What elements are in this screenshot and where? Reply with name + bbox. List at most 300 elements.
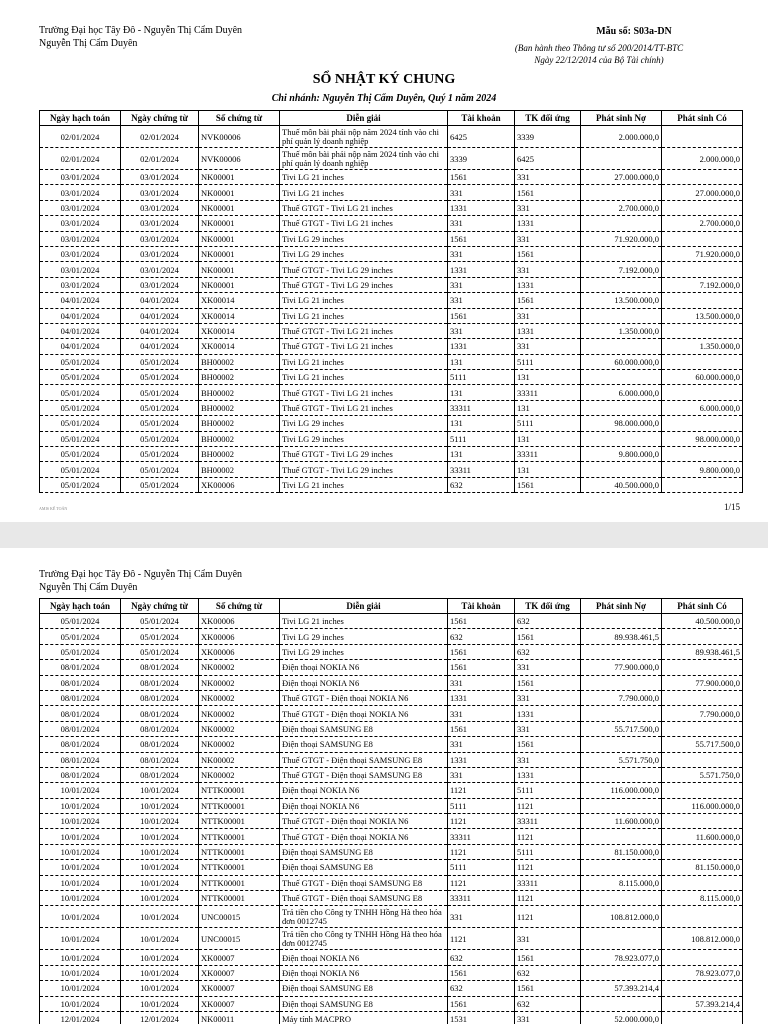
col-doc-no: NTTK00001 — [199, 783, 280, 798]
col-posting-date: 08/01/2024 — [40, 721, 121, 736]
col-posting-date-header: Ngày hạch toán — [40, 111, 121, 126]
col-doc-no: BH00002 — [199, 370, 280, 385]
col-doc-no: NK00002 — [199, 675, 280, 690]
col-account: 1561 — [448, 231, 515, 246]
table-row — [40, 354, 743, 369]
col-account: 3339 — [448, 148, 515, 170]
col-doc-date: 10/01/2024 — [121, 798, 199, 813]
col-debit: 40.500.000,0 — [581, 477, 662, 492]
col-posting-date: 03/01/2024 — [40, 185, 121, 200]
person-name: Nguyễn Thị Cẩm Duyên — [39, 38, 138, 49]
col-posting-date: 03/01/2024 — [40, 216, 121, 231]
col-doc-date: 03/01/2024 — [121, 277, 199, 292]
table-row — [40, 798, 743, 813]
col-description: Thuế GTGT - Điện thoại NOKIA N6 — [280, 814, 448, 829]
col-doc-no: NK00002 — [199, 752, 280, 767]
col-doc-no: NK00001 — [199, 200, 280, 215]
col-posting-date: 10/01/2024 — [40, 928, 121, 950]
col-credit: 71.920.000,0 — [662, 246, 743, 261]
table-header-row — [40, 599, 743, 614]
table-row — [40, 767, 743, 782]
col-doc-no: BH00002 — [199, 354, 280, 369]
col-debit: 6.000.000,0 — [581, 385, 662, 400]
col-posting-date: 05/01/2024 — [40, 644, 121, 659]
table-row — [40, 783, 743, 798]
col-contra-account: 131 — [515, 431, 581, 446]
col-posting-date: 05/01/2024 — [40, 370, 121, 385]
col-posting-date: 10/01/2024 — [40, 844, 121, 859]
col-posting-date: 05/01/2024 — [40, 477, 121, 492]
table-row — [40, 148, 743, 170]
col-posting-date: 05/01/2024 — [40, 462, 121, 477]
table-row — [40, 752, 743, 767]
col-doc-date: 03/01/2024 — [121, 262, 199, 277]
col-contra-account: 331 — [515, 308, 581, 323]
col-credit: 9.800.000,0 — [662, 462, 743, 477]
col-debit: 98.000.000,0 — [581, 416, 662, 431]
report-page-2 — [0, 548, 768, 1024]
col-doc-date: 05/01/2024 — [121, 629, 199, 644]
col-debit — [581, 706, 662, 721]
col-credit — [662, 690, 743, 705]
col-account: 1121 — [448, 875, 515, 890]
col-debit — [581, 965, 662, 980]
col-description: Điện thoại SAMSUNG E8 — [280, 996, 448, 1011]
col-account: 331 — [448, 246, 515, 261]
col-credit: 57.393.214,4 — [662, 996, 743, 1011]
table-row — [40, 370, 743, 385]
col-credit — [662, 200, 743, 215]
table-row — [40, 277, 743, 292]
col-posting-date: 03/01/2024 — [40, 262, 121, 277]
col-posting-date: 08/01/2024 — [40, 690, 121, 705]
table-row — [40, 996, 743, 1011]
table-row — [40, 216, 743, 231]
col-doc-no: NK00002 — [199, 690, 280, 705]
col-credit — [662, 721, 743, 736]
col-doc-date: 02/01/2024 — [121, 126, 199, 148]
col-description: Thuế GTGT - Tivi LG 21 inches — [280, 323, 448, 338]
col-credit — [662, 752, 743, 767]
col-posting-date: 03/01/2024 — [40, 170, 121, 185]
col-account: 5111 — [448, 370, 515, 385]
col-contra-account: 1331 — [515, 277, 581, 292]
col-doc-no: NTTK00001 — [199, 814, 280, 829]
col-credit — [662, 416, 743, 431]
col-contra-account: 131 — [515, 370, 581, 385]
col-contra-account: 1121 — [515, 829, 581, 844]
col-posting-date: 05/01/2024 — [40, 629, 121, 644]
col-account: 331 — [448, 185, 515, 200]
col-doc-date: 03/01/2024 — [121, 200, 199, 215]
col-doc-date: 10/01/2024 — [121, 891, 199, 906]
col-account: 5111 — [448, 798, 515, 813]
col-posting-date: 05/01/2024 — [40, 400, 121, 415]
col-posting-date: 03/01/2024 — [40, 231, 121, 246]
col-account: 5111 — [448, 431, 515, 446]
col-debit — [581, 400, 662, 415]
col-contra-account: 6425 — [515, 148, 581, 170]
table-row — [40, 185, 743, 200]
col-contra-account: 1121 — [515, 906, 581, 928]
col-doc-no: XK00006 — [199, 629, 280, 644]
col-posting-date: 05/01/2024 — [40, 354, 121, 369]
col-account: 33311 — [448, 829, 515, 844]
col-account-header: Tài khoản — [448, 111, 515, 126]
col-debit — [581, 370, 662, 385]
col-doc-date: 08/01/2024 — [121, 752, 199, 767]
col-contra-account: 5111 — [515, 844, 581, 859]
issued-date: Ngày 22/12/2014 của Bộ Tài chính) — [534, 55, 664, 65]
col-account: 632 — [448, 950, 515, 965]
col-posting-date: 12/01/2024 — [40, 1011, 121, 1024]
table-row — [40, 875, 743, 890]
table-row — [40, 860, 743, 875]
col-posting-date: 04/01/2024 — [40, 293, 121, 308]
company-name: Trường Đại học Tây Đô - Nguyễn Thị Cẩm Duyên — [39, 569, 243, 580]
table-row — [40, 170, 743, 185]
col-account: 331 — [448, 906, 515, 928]
table-row — [40, 126, 743, 148]
col-contra-account: 3339 — [515, 126, 581, 148]
table-row — [40, 400, 743, 415]
col-doc-date: 08/01/2024 — [121, 660, 199, 675]
col-account: 1121 — [448, 844, 515, 859]
col-credit — [662, 262, 743, 277]
table-row — [40, 614, 743, 629]
col-description: Tivi LG 29 inches — [280, 629, 448, 644]
col-description: Thuế GTGT - Tivi LG 29 inches — [280, 447, 448, 462]
col-description: Thuế GTGT - Điện thoại SAMSUNG E8 — [280, 752, 448, 767]
col-posting-date: 10/01/2024 — [40, 906, 121, 928]
col-posting-date: 10/01/2024 — [40, 891, 121, 906]
col-posting-date: 03/01/2024 — [40, 277, 121, 292]
col-contra-account: 1561 — [515, 675, 581, 690]
table-row — [40, 721, 743, 736]
col-debit: 2.000.000,0 — [581, 126, 662, 148]
table-row — [40, 928, 743, 950]
col-doc-no: BH00002 — [199, 385, 280, 400]
col-contra-account: 331 — [515, 721, 581, 736]
col-contra-account: 1561 — [515, 477, 581, 492]
col-doc-date: 10/01/2024 — [121, 928, 199, 950]
col-credit: 77.900.000,0 — [662, 675, 743, 690]
col-contra-account: 331 — [515, 690, 581, 705]
col-doc-no: NK00001 — [199, 262, 280, 277]
col-doc-no: NK00001 — [199, 216, 280, 231]
col-doc-date: 05/01/2024 — [121, 614, 199, 629]
col-account: 331 — [448, 293, 515, 308]
col-account: 5111 — [448, 860, 515, 875]
table-row — [40, 231, 743, 246]
col-debit: 81.150.000,0 — [581, 844, 662, 859]
col-doc-no: NK00002 — [199, 660, 280, 675]
col-credit: 6.000.000,0 — [662, 400, 743, 415]
col-credit — [662, 629, 743, 644]
col-doc-date: 03/01/2024 — [121, 216, 199, 231]
col-doc-no: NK00011 — [199, 1011, 280, 1024]
col-description: Thuế GTGT - Tivi LG 21 inches — [280, 339, 448, 354]
col-credit: 108.812.000,0 — [662, 928, 743, 950]
col-debit: 55.717.500,0 — [581, 721, 662, 736]
col-contra-account: 331 — [515, 170, 581, 185]
col-posting-date: 10/01/2024 — [40, 860, 121, 875]
col-doc-no: XK00007 — [199, 965, 280, 980]
col-account: 1531 — [448, 1011, 515, 1024]
watermark: AMIS KẾ TOÁN — [39, 506, 68, 511]
col-doc-date-header: Ngày chứng từ — [121, 111, 199, 126]
col-debit — [581, 798, 662, 813]
col-debit — [581, 829, 662, 844]
col-contra-account: 1331 — [515, 323, 581, 338]
col-credit-header: Phát sinh Có — [662, 111, 743, 126]
col-credit: 8.115.000,0 — [662, 891, 743, 906]
col-doc-no: NK00001 — [199, 185, 280, 200]
col-doc-date: 10/01/2024 — [121, 860, 199, 875]
col-posting-date: 04/01/2024 — [40, 323, 121, 338]
col-account: 131 — [448, 416, 515, 431]
col-doc-no: XK00014 — [199, 308, 280, 323]
col-posting-date: 08/01/2024 — [40, 675, 121, 690]
col-doc-no: BH00002 — [199, 416, 280, 431]
col-credit — [662, 844, 743, 859]
col-doc-no: XK00014 — [199, 339, 280, 354]
col-contra-account: 1561 — [515, 629, 581, 644]
table-row — [40, 737, 743, 752]
col-contra-account: 1331 — [515, 216, 581, 231]
col-posting-date: 10/01/2024 — [40, 829, 121, 844]
col-posting-date: 08/01/2024 — [40, 737, 121, 752]
col-description-header: Diễn giải — [280, 111, 448, 126]
col-description: Thuế GTGT - Tivi LG 21 inches — [280, 216, 448, 231]
company-name: Trường Đại học Tây Đô - Nguyễn Thị Cẩm Duyên — [39, 25, 243, 36]
col-doc-date: 05/01/2024 — [121, 431, 199, 446]
col-credit — [662, 293, 743, 308]
col-credit — [662, 126, 743, 148]
col-credit — [662, 385, 743, 400]
col-credit — [662, 231, 743, 246]
table-row — [40, 965, 743, 980]
col-description: Thuế GTGT - Tivi LG 29 inches — [280, 262, 448, 277]
col-debit: 60.000.000,0 — [581, 354, 662, 369]
col-posting-date: 08/01/2024 — [40, 706, 121, 721]
col-posting-date: 02/01/2024 — [40, 148, 121, 170]
col-doc-date: 03/01/2024 — [121, 185, 199, 200]
col-debit: 11.600.000,0 — [581, 814, 662, 829]
col-doc-no: NK00002 — [199, 767, 280, 782]
col-credit — [662, 323, 743, 338]
table-row — [40, 477, 743, 492]
col-description: Tivi LG 29 inches — [280, 246, 448, 261]
col-doc-date: 08/01/2024 — [121, 767, 199, 782]
col-description: Thuế GTGT - Tivi LG 21 inches — [280, 200, 448, 215]
col-credit — [662, 1011, 743, 1024]
table-header-row — [40, 111, 743, 126]
col-description: Thuế môn bài phải nộp năm 2024 tính vào chi phí quản lý doanh nghiệp — [280, 126, 448, 148]
table-row — [40, 814, 743, 829]
col-description: Thuế GTGT - Điện thoại NOKIA N6 — [280, 690, 448, 705]
col-doc-date-header: Ngày chứng từ — [121, 599, 199, 614]
col-posting-date: 05/01/2024 — [40, 416, 121, 431]
col-debit — [581, 928, 662, 950]
col-posting-date: 03/01/2024 — [40, 246, 121, 261]
col-account: 1561 — [448, 170, 515, 185]
col-account: 33311 — [448, 462, 515, 477]
col-debit: 9.800.000,0 — [581, 447, 662, 462]
col-description: Tivi LG 21 inches — [280, 185, 448, 200]
col-doc-date: 03/01/2024 — [121, 231, 199, 246]
col-account: 1561 — [448, 996, 515, 1011]
col-doc-no: NK00001 — [199, 277, 280, 292]
col-doc-date: 10/01/2024 — [121, 981, 199, 996]
col-account: 632 — [448, 629, 515, 644]
col-posting-date: 08/01/2024 — [40, 660, 121, 675]
col-credit: 1.350.000,0 — [662, 339, 743, 354]
col-debit — [581, 431, 662, 446]
col-doc-no: BH00002 — [199, 462, 280, 477]
col-account: 331 — [448, 277, 515, 292]
col-description: Thuế môn bài phải nộp năm 2024 tính vào chi phí quản lý doanh nghiệp — [280, 148, 448, 170]
col-description: Thuế GTGT - Tivi LG 21 inches — [280, 400, 448, 415]
col-debit — [581, 148, 662, 170]
col-doc-no: XK00006 — [199, 644, 280, 659]
table-row — [40, 308, 743, 323]
col-doc-no-header: Số chứng từ — [199, 111, 280, 126]
col-contra-account: 1331 — [515, 706, 581, 721]
col-doc-no: UNC00015 — [199, 928, 280, 950]
col-doc-no: NK00002 — [199, 737, 280, 752]
col-doc-no: NTTK00001 — [199, 844, 280, 859]
col-doc-date: 08/01/2024 — [121, 737, 199, 752]
col-contra-account: 5111 — [515, 354, 581, 369]
col-credit — [662, 981, 743, 996]
col-account: 1561 — [448, 308, 515, 323]
table-row — [40, 246, 743, 261]
col-doc-date: 10/01/2024 — [121, 875, 199, 890]
col-doc-date: 10/01/2024 — [121, 829, 199, 844]
col-doc-date: 12/01/2024 — [121, 1011, 199, 1024]
col-posting-date: 08/01/2024 — [40, 767, 121, 782]
col-debit — [581, 462, 662, 477]
col-doc-no: UNC00015 — [199, 906, 280, 928]
col-contra-account: 1561 — [515, 737, 581, 752]
col-description: Máy tính MACPRO — [280, 1011, 448, 1024]
col-debit — [581, 308, 662, 323]
form-info — [474, 26, 724, 66]
col-credit: 40.500.000,0 — [662, 614, 743, 629]
col-doc-no: XK00007 — [199, 996, 280, 1011]
col-contra-account: 1121 — [515, 891, 581, 906]
col-account: 1561 — [448, 660, 515, 675]
col-debit: 78.923.077,0 — [581, 950, 662, 965]
col-posting-date: 10/01/2024 — [40, 814, 121, 829]
col-posting-date: 10/01/2024 — [40, 965, 121, 980]
form-number: Mẫu số: S03a-DN — [596, 26, 672, 37]
table-row — [40, 981, 743, 996]
col-contra-account: 331 — [515, 928, 581, 950]
col-account: 632 — [448, 477, 515, 492]
col-credit: 11.600.000,0 — [662, 829, 743, 844]
col-contra-account: 131 — [515, 400, 581, 415]
company-header — [39, 568, 242, 594]
col-contra-account: 331 — [515, 339, 581, 354]
col-description: Thuế GTGT - Tivi LG 29 inches — [280, 462, 448, 477]
table-row — [40, 844, 743, 859]
col-debit-header: Phát sinh Nợ — [581, 111, 662, 126]
col-account: 1331 — [448, 200, 515, 215]
col-credit: 55.717.500,0 — [662, 737, 743, 752]
col-credit: 7.192.000,0 — [662, 277, 743, 292]
col-contra-account: 632 — [515, 965, 581, 980]
col-account: 1561 — [448, 965, 515, 980]
col-description: Trả tiền cho Công ty TNHH Hồng Hà theo hóa đơn 0012745 — [280, 906, 448, 928]
col-doc-no: XK00007 — [199, 981, 280, 996]
col-doc-no: NK00001 — [199, 231, 280, 246]
col-debit: 7.790.000,0 — [581, 690, 662, 705]
col-credit — [662, 950, 743, 965]
col-account: 1561 — [448, 721, 515, 736]
col-credit — [662, 875, 743, 890]
col-doc-date: 05/01/2024 — [121, 354, 199, 369]
col-doc-date: 08/01/2024 — [121, 706, 199, 721]
col-contra-account: 33311 — [515, 875, 581, 890]
col-doc-no: XK00007 — [199, 950, 280, 965]
col-doc-no: NK00002 — [199, 721, 280, 736]
col-doc-date: 05/01/2024 — [121, 400, 199, 415]
col-doc-date: 10/01/2024 — [121, 783, 199, 798]
col-posting-date: 05/01/2024 — [40, 447, 121, 462]
report-title: SỔ NHẬT KÝ CHUNG — [312, 72, 456, 87]
col-contra-account: 33311 — [515, 447, 581, 462]
col-credit: 116.000.000,0 — [662, 798, 743, 813]
col-doc-no: NK00002 — [199, 706, 280, 721]
col-account: 131 — [448, 447, 515, 462]
col-credit: 5.571.750,0 — [662, 767, 743, 782]
col-account: 131 — [448, 385, 515, 400]
col-doc-date: 08/01/2024 — [121, 675, 199, 690]
table-row — [40, 690, 743, 705]
col-description: Tivi LG 21 inches — [280, 308, 448, 323]
col-contra-account: 5111 — [515, 416, 581, 431]
col-contra-account: 331 — [515, 200, 581, 215]
col-credit — [662, 447, 743, 462]
col-description: Tivi LG 21 inches — [280, 370, 448, 385]
col-credit — [662, 477, 743, 492]
col-debit — [581, 767, 662, 782]
col-account: 33311 — [448, 400, 515, 415]
col-credit: 60.000.000,0 — [662, 370, 743, 385]
col-doc-date: 05/01/2024 — [121, 416, 199, 431]
col-posting-date: 10/01/2024 — [40, 798, 121, 813]
col-credit: 89.938.461,5 — [662, 644, 743, 659]
table-row — [40, 431, 743, 446]
col-account: 1331 — [448, 339, 515, 354]
col-doc-no: NK00001 — [199, 246, 280, 261]
col-posting-date-header: Ngày hạch toán — [40, 599, 121, 614]
col-debit — [581, 614, 662, 629]
table-row — [40, 706, 743, 721]
col-doc-date: 08/01/2024 — [121, 721, 199, 736]
col-description: Điện thoại SAMSUNG E8 — [280, 860, 448, 875]
col-doc-date: 10/01/2024 — [121, 814, 199, 829]
col-account: 1331 — [448, 262, 515, 277]
col-description: Điện thoại SAMSUNG E8 — [280, 844, 448, 859]
col-description: Tivi LG 21 inches — [280, 293, 448, 308]
col-account: 331 — [448, 216, 515, 231]
col-description: Điện thoại NOKIA N6 — [280, 783, 448, 798]
col-description: Tivi LG 21 inches — [280, 477, 448, 492]
col-debit: 5.571.750,0 — [581, 752, 662, 767]
